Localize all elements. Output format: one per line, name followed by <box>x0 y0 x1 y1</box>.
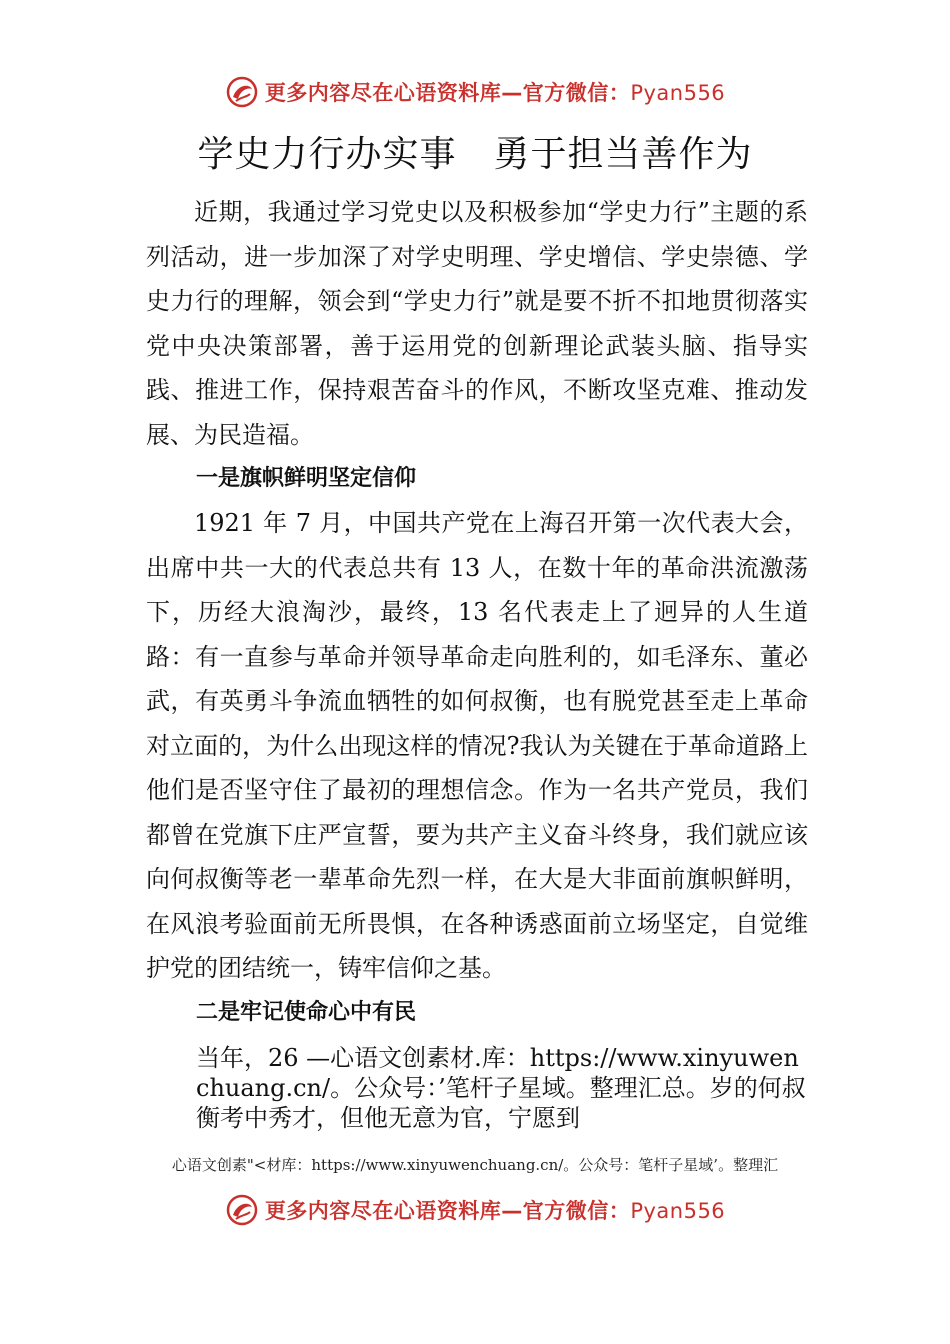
header-banner <box>0 70 950 114</box>
section2-paragraph: 当年，26 —心语文创素材.库：https://www.xinyuwenchuang.cn/。公众号：’笔杆子星域。整理汇总。岁的何叔衡考中秀才，但他无意为官，宁愿到 <box>196 1043 806 1132</box>
banner-label: 更多内容尽在心语资料库—官方微信： <box>264 1199 631 1223</box>
page-title: 学史力行办实事 勇于担当善作为 <box>197 134 753 175</box>
banner-text <box>265 77 725 107</box>
banner-wechat-id: Pyan556 <box>630 81 726 105</box>
banner-label: 更多内容尽在心语资料库—官方微信： <box>264 81 631 105</box>
intro-paragraph: 近期，我通过学习党史以及积极参加“学史力行”主题的系列活动，进一步加深了对学史明理、学史增信、学史崇德、学史力行的理解，领会到“学史力行”就是要不折不扣地贯彻落实党中央决策部署，善于运用党的创新理论武装头脑、指导实践、推进工作，保持艰苦奋斗的作风，不断攻坚克难、推动发展、为民造福。 <box>146 198 808 449</box>
footer-banner <box>0 1188 950 1232</box>
document-body <box>146 190 808 1133</box>
banner-text <box>265 1195 725 1225</box>
red-swirl-logo-icon <box>225 75 259 109</box>
banner-wechat-id: Pyan556 <box>630 1199 726 1223</box>
red-swirl-logo-icon <box>225 1193 259 1227</box>
section1-heading: 一是旗帜鲜明坚定信仰 <box>196 466 417 491</box>
section2-heading: 二是牢记使命心中有民 <box>196 999 417 1025</box>
footer-watermark-note: 心语文创素"<材库：https://www.xinyuwenchuang.cn/。公众号：笔杆子星域’。整理汇 <box>171 1156 779 1174</box>
section1-paragraph: 1921 年 7 月，中国共产党在上海召开第一次代表大会，出席中共一大的代表总共有 13 人，在数十年的革命洪流激荡下，历经大浪淘沙，最终，13 名代表走上了迥异的人生道路：有一直参与革命并领导革命走向胜利的，如毛泽东、董必武，有英勇斗争流血牺牲的如何叔衡，也有脱党甚至走上革命对立面的，为什么出现这样的情况?我认为关键在于革命道路上他们是否坚守住了最初的理想信念。作为一名共产党员，我们都曾在党旗下庄严宣誓，要为共产主义奋斗终身，我们就应该向何叔衡等老一辈革命先烈一样，在大是大非面前旗帜鲜明，在风浪考验面前无所畏惧，在各种诱惑面前立场坚定，自觉维护党的团结统一，铸牢信仰之基。 <box>146 509 808 982</box>
